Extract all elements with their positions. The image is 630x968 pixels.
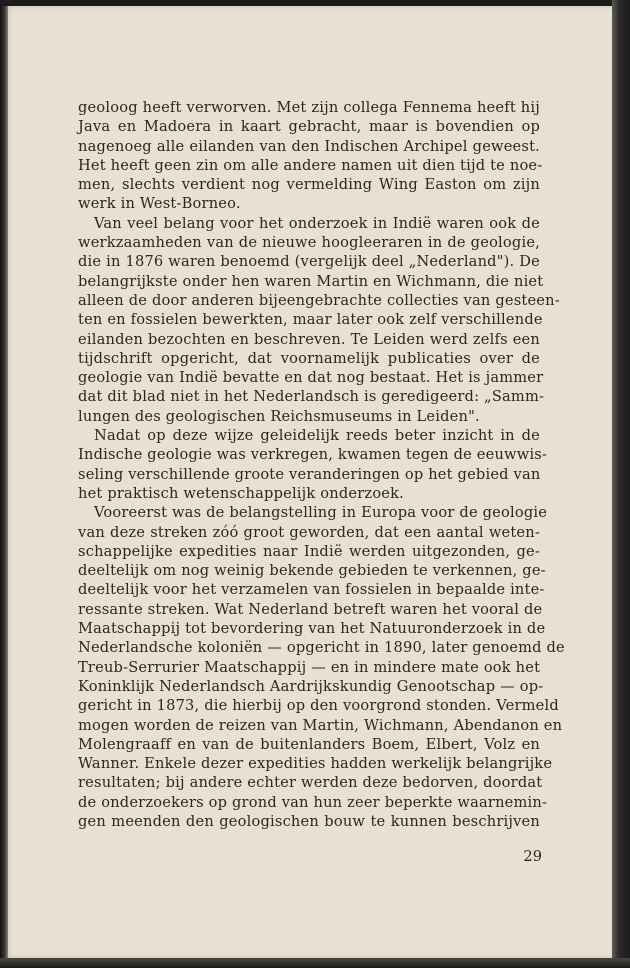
text-line: alleen de door anderen bijeengebrachte collecties van gesteen- [78,291,560,309]
text-line: nagenoeg alle eilanden van den Indischen Archipel geweest. [78,137,540,155]
text-line: het praktisch wetenschappelijk onderzoek. [78,484,405,502]
text-line: geologie van Indië bevatte en dat nog bestaat. Het is jammer [78,369,544,387]
text-line: geoloog heeft verworven. Met zijn collega Fennema heeft hij [78,99,540,116]
text-line: belangrijkste onder hen waren Martin en Wichmann, die niet [78,272,544,290]
text-line: ressante streken. Wat Nederland betreft waren het vooral de [78,600,543,618]
page-number: 29 [523,848,542,865]
text-line: Indische geologie was verkregen, kwamen tegen de eeuwwis- [78,446,548,464]
text-line: van deze streken zóó groot geworden, dat een aantal weten- [78,523,540,541]
body-text [78,98,565,831]
text-line: Maatschappij tot bevordering van het Natuuronderzoek in de [78,620,546,638]
text-line: de onderzoekers op grond van hun zeer beperkte waarnemin- [78,793,548,811]
text-line: deeltelijk voor het verzamelen van fossielen in bepaalde inte- [78,581,545,599]
text-line: Molengraaff en van de buitenlanders Boem, Elbert, Volz en [78,735,540,753]
page-bottom-edge [0,958,630,968]
text-line: Nadat op deze wijze geleidelijk reeds beter inzicht in de [94,427,540,445]
text-line: mogen worden de reizen van Martin, Wichmann, Abendanon en [78,716,563,734]
page-right-edge [612,0,630,968]
text-line: Treub-Serrurier Maatschappij — en in mindere mate ook het [78,658,541,676]
text-line: werk in West-Borneo. [78,195,241,213]
text-line: werkzaamheden van de nieuwe hoogleeraren in de geologie, [78,234,540,252]
text-line: lungen des geologischen Reichsmuseums in Leiden". [78,407,480,425]
text-line: Java en Madoera in kaart gebracht, maar is bovendien op [78,118,540,136]
text-line: resultaten; bij andere echter werden deze bedorven, doordat [78,774,543,792]
page-left-edge [0,6,8,958]
text-line: gen meenden den geologischen bouw te kunnen beschrijven [78,812,540,830]
text-line: Van veel belang voor het onderzoek in Indië waren ook de [94,214,540,232]
text-line: Nederlandsche koloniën — opgericht in 1890, later genoemd de [78,639,565,657]
text-line: ten en fossielen bewerkten, maar later ook zelf verschillende [78,311,543,329]
text-line: eilanden bezochten en beschreven. Te Leiden werd zelfs een [78,330,540,348]
text-line: dat dit blad niet in het Nederlandsch is geredigeerd: „Samm- [78,388,545,406]
text-line: Koninklijk Nederlandsch Aardrijkskundig Genootschap — op- [78,677,544,695]
text-line: Vooreerst was de belangstelling in Europa voor de geologie [94,504,548,522]
text-line: Het heeft geen zin om alle andere namen uit dien tijd te noe- [78,156,543,174]
text-line: schappelijke expedities naar Indië werden uitgezonden, ge- [78,542,540,560]
text-line: Wanner. Enkele dezer expedities hadden werkelijk belangrijke [78,755,553,773]
text-line: gericht in 1873, die hierbij op den voorgrond stonden. Vermeld [78,697,559,715]
text-line: seling verschillende groote veranderingen op het gebied van [78,465,541,483]
text-line: tijdschrift opgericht, dat voornamelijk publicaties over de [78,349,540,367]
text-line: die in 1876 waren benoemd (vergelijk deel „Nederland"). De [78,253,540,271]
text-line: deeltelijk om nog weinig bekende gebieden te verkennen, ge- [78,562,546,580]
text-line: men, slechts verdient nog vermelding Wing Easton om zijn [78,176,540,194]
